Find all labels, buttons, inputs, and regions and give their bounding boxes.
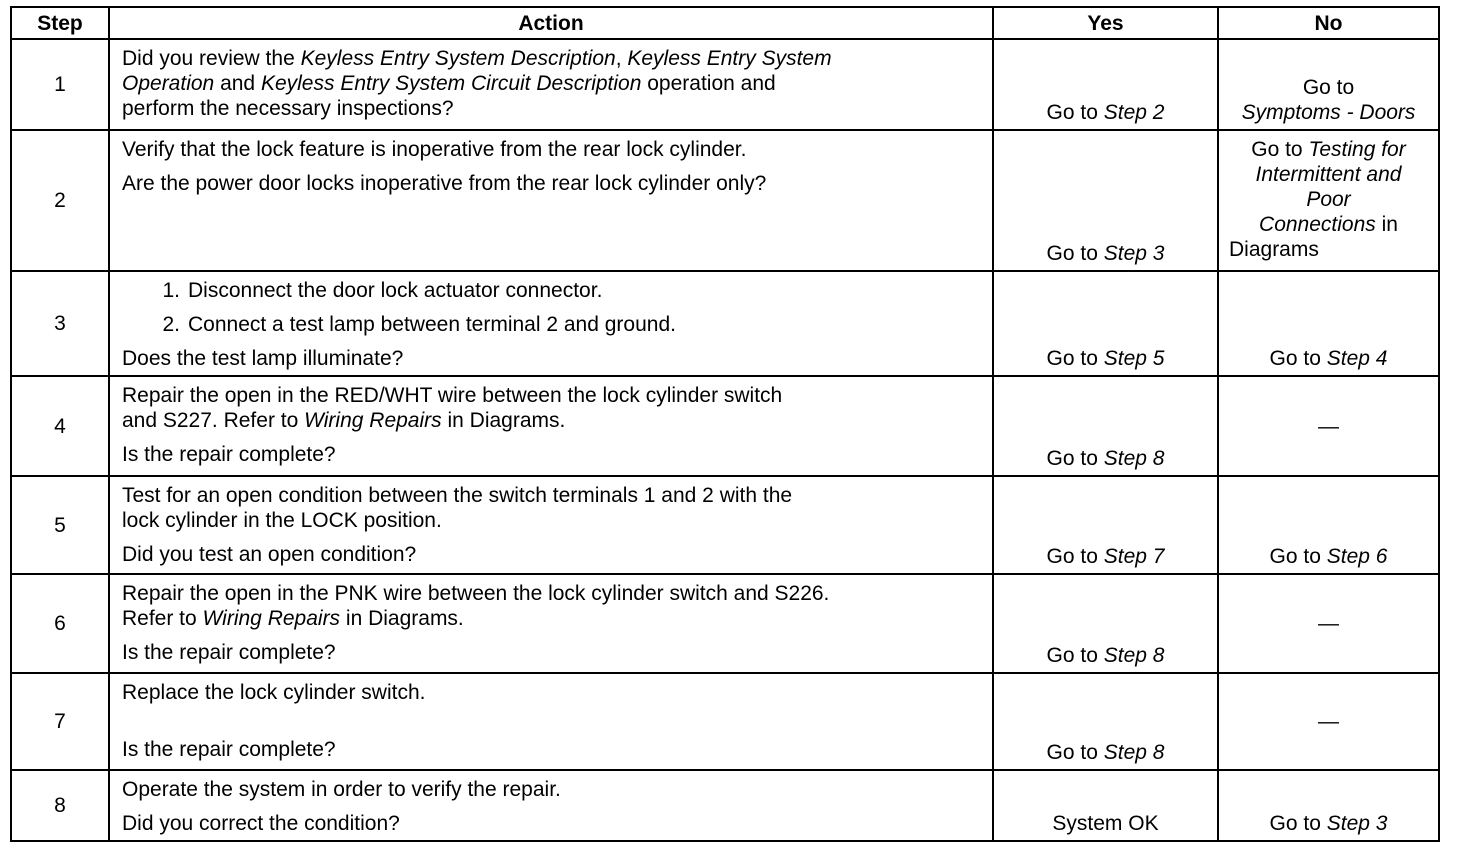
action-cell	[109, 130, 993, 271]
goto-step-link[interactable]: Step 8	[1103, 447, 1165, 470]
table-row	[11, 770, 1439, 841]
goto-testing-link[interactable]: Intermittent and	[1255, 163, 1402, 186]
header-step: Step	[11, 7, 109, 39]
action-text: in Diagrams.	[340, 607, 464, 630]
goto-step-link[interactable]: Step 3	[1326, 812, 1388, 835]
goto-symptoms-link[interactable]: Symptoms - Doors	[1241, 101, 1416, 124]
action-text: and	[214, 72, 261, 95]
no-cell	[1218, 770, 1439, 841]
action-text: Verify that the lock feature is inoperative from the rear lock cylinder.	[122, 138, 747, 161]
goto-step-link[interactable]: Step 5	[1103, 347, 1165, 370]
header-action: Action	[109, 7, 993, 39]
yes-cell	[993, 271, 1218, 376]
action-text: ,	[615, 47, 628, 70]
table-row	[11, 271, 1439, 376]
action-cell	[109, 476, 993, 574]
action-question: Did you correct the condition?	[122, 812, 400, 835]
action-cell	[109, 376, 993, 476]
goto-label: Go to	[1251, 138, 1309, 161]
yes-cell	[993, 476, 1218, 574]
goto-label: Go to	[1046, 447, 1104, 470]
action-question: Is the repair complete?	[122, 738, 336, 761]
goto-label: Go to	[1046, 644, 1104, 667]
action-cell	[109, 39, 993, 130]
diagrams-label: Diagrams	[1229, 238, 1319, 261]
goto-label: Go to	[1269, 812, 1327, 835]
substep-text: Connect a test lamp between terminal 2 and ground.	[188, 313, 676, 336]
no-cell: —	[1218, 376, 1439, 476]
goto-step-link[interactable]: Step 7	[1103, 545, 1165, 568]
yes-cell	[993, 574, 1218, 673]
goto-label: Go to	[1046, 347, 1104, 370]
substep-number: 1.	[162, 279, 180, 302]
goto-label: Go to	[1269, 545, 1327, 568]
goto-step-link[interactable]: Step 8	[1103, 741, 1165, 764]
reference-title: Keyless Entry System	[627, 47, 832, 70]
goto-label: Go to	[1302, 76, 1355, 99]
goto-label: Go to	[1046, 741, 1104, 764]
table-row	[11, 574, 1439, 673]
header-yes: Yes	[993, 7, 1218, 39]
step-number: 4	[11, 376, 109, 476]
action-text: operation and	[641, 72, 776, 95]
reference-title: Keyless Entry System Circuit Description	[260, 72, 642, 95]
reference-title: Wiring Repairs	[202, 607, 341, 630]
reference-title: Operation	[122, 72, 215, 95]
action-cell	[109, 673, 993, 770]
header-no: No	[1218, 7, 1439, 39]
step-number: 3	[11, 271, 109, 376]
reference-title: Keyless Entry System Description	[300, 47, 616, 70]
diagnostic-table	[10, 6, 1440, 842]
header-row	[11, 7, 1439, 39]
goto-label: Go to	[1046, 242, 1104, 265]
action-cell	[109, 770, 993, 841]
goto-step-link[interactable]: Step 8	[1103, 644, 1165, 667]
action-text: Repair the open in the PNK wire between the lock cylinder switch and S226.	[122, 582, 830, 605]
goto-step-link[interactable]: Step 2	[1103, 101, 1165, 124]
action-text: lock cylinder in the LOCK position.	[122, 509, 442, 532]
no-cell: —	[1218, 673, 1439, 770]
step-number: 8	[11, 770, 109, 841]
action-question: Is the repair complete?	[122, 641, 336, 664]
action-cell	[109, 574, 993, 673]
no-cell	[1218, 271, 1439, 376]
action-question: Is the repair complete?	[122, 443, 336, 466]
goto-label: Go to	[1046, 545, 1104, 568]
yes-cell	[993, 130, 1218, 271]
action-text: and S227. Refer to	[122, 409, 305, 432]
step-number: 6	[11, 574, 109, 673]
action-question: Does the test lamp illuminate?	[122, 347, 404, 370]
step-number: 2	[11, 130, 109, 271]
yes-cell	[993, 39, 1218, 130]
reference-title: Wiring Repairs	[304, 409, 442, 432]
goto-step-link[interactable]: Step 4	[1326, 347, 1388, 370]
no-cell	[1218, 476, 1439, 574]
yes-cell	[993, 376, 1218, 476]
yes-cell	[993, 673, 1218, 770]
substep-text: Disconnect the door lock actuator connector.	[188, 279, 603, 302]
substep-number: 2.	[162, 313, 180, 336]
action-text: Did you review the	[122, 47, 301, 70]
action-text: Refer to	[122, 607, 203, 630]
step-number: 7	[11, 673, 109, 770]
action-text: in Diagrams.	[441, 409, 566, 432]
goto-testing-link[interactable]: Testing for	[1308, 138, 1406, 161]
action-question: Did you test an open condition?	[122, 543, 417, 566]
action-text: Operate the system in order to verify the repair.	[122, 778, 561, 801]
no-cell	[1218, 130, 1439, 271]
step-number: 1	[11, 39, 109, 130]
action-text: perform the necessary inspections?	[122, 97, 454, 120]
action-question: Are the power door locks inoperative from the rear lock cylinder only?	[122, 172, 767, 195]
action-cell	[109, 271, 993, 376]
table-row	[11, 130, 1439, 271]
table-row	[11, 476, 1439, 574]
no-cell	[1218, 39, 1439, 130]
table-row	[11, 673, 1439, 770]
table-row	[11, 39, 1439, 130]
table-row	[11, 376, 1439, 476]
goto-label: in	[1375, 213, 1398, 236]
goto-step-link[interactable]: Step 6	[1326, 545, 1388, 568]
action-text: Repair the open in the RED/WHT wire between the lock cylinder switch	[122, 384, 783, 407]
yes-cell: System OK	[993, 770, 1218, 841]
goto-testing-link[interactable]: Poor	[1306, 188, 1351, 211]
step-number: 5	[11, 476, 109, 574]
goto-label: Go to	[1046, 101, 1104, 124]
goto-testing-link[interactable]: Connections	[1259, 213, 1376, 236]
no-cell: —	[1218, 574, 1439, 673]
action-text: Replace the lock cylinder switch.	[122, 681, 426, 704]
goto-step-link[interactable]: Step 3	[1103, 242, 1165, 265]
action-text: Test for an open condition between the switch terminals 1 and 2 with the	[122, 484, 793, 507]
goto-label: Go to	[1269, 347, 1327, 370]
